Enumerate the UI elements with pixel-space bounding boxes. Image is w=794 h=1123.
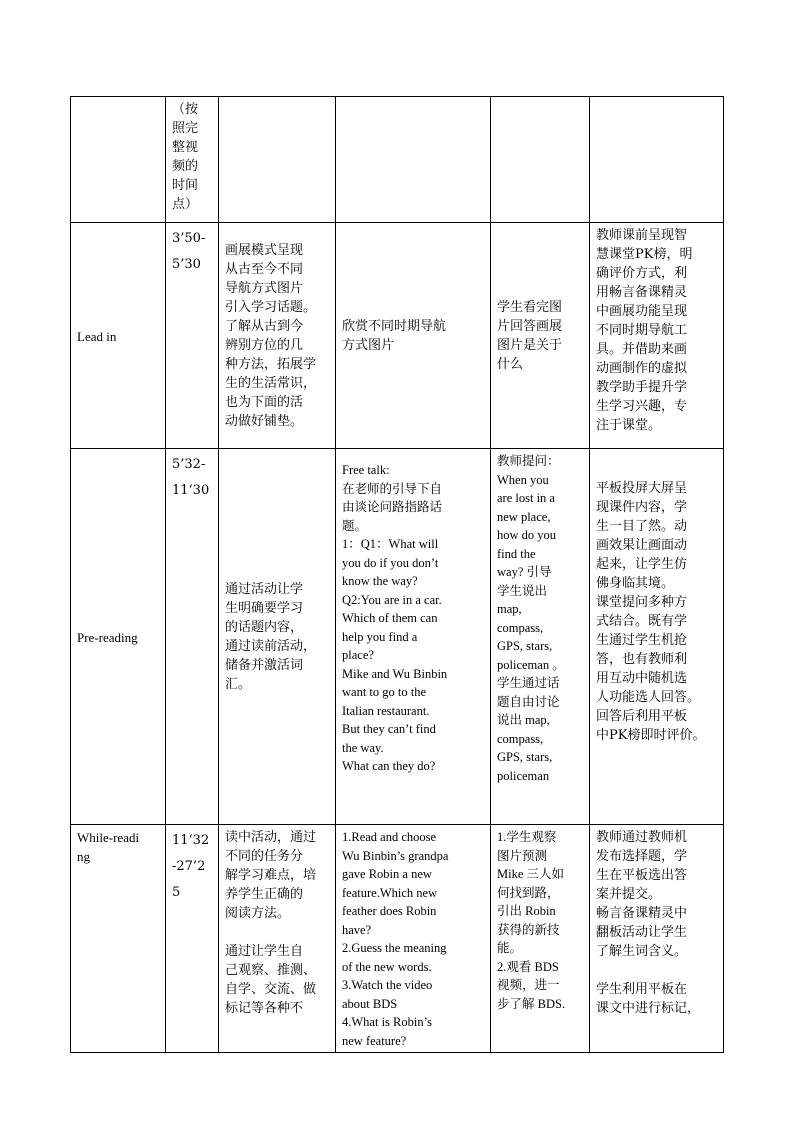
teacher-activity-cell: 教师提问： When you are lost in a new place, how do you find the way? 引导 学生说出 map, compass, GPS, stars, policeman 。 学生通过话 题自由讨论 说出 map, compass, GPS, stars, policeman (491, 449, 590, 825)
stage-cell (71, 97, 166, 223)
table-row (71, 223, 724, 449)
technology-cell (590, 97, 724, 223)
time-cell: （按 照完 整视 频的 时间 点） (166, 97, 219, 223)
time-cell: 5’32- 11‘30 (166, 449, 219, 825)
table-row (71, 97, 724, 223)
design-intent-cell: 读中活动，通过 不同的任务分 解学习难点，培 养学生正确的 阅读方法。 通过让学生自 己观察、推测、 自学、交流、做 标记等各种不 (219, 825, 336, 1053)
teacher-activity-cell: 学生看完图 片回答画展 图片是关于 什么 (491, 223, 590, 449)
table-row (71, 449, 724, 825)
teacher-activity-cell (491, 97, 590, 223)
design-intent-cell: 通过活动让学 生明确要学习 的话题内容， 通过读前活动， 储备并激活词 汇。 (219, 449, 336, 825)
student-activity-cell (336, 97, 491, 223)
technology-cell: 教师课前呈现智 慧课堂PK榜，明 确评价方式，利 用畅言备课精灵 中画展功能呈现 不同时期导航工 具。并借助来画 动画制作的虚拟 教学助手提升学 生学习兴趣，专 注于课堂。 (590, 223, 724, 449)
technology-cell: 教师通过教师机 发布选择题，学 生在平板选出答 案并提交。 畅言备课精灵中 翻板活动让学生 了解生词含义。 学生利用平板在 课文中进行标记， (590, 825, 724, 1053)
table-row (71, 825, 724, 1053)
student-activity-cell: 1.Read and choose Wu Binbin’s grandpa gave Robin a new feature.Which new feather does Robin have? 2.Guess the meaning of the new words. 3.Watch the video about BDS 4.What is Robin’s new feature? (336, 825, 491, 1053)
stage-cell: While-readi ng (71, 825, 166, 1053)
student-activity-cell: Free talk: 在老师的引导下自 由谈论问路指路话 题。 1：Q1：What will you do if you don’t know the way? Q2:You are in a car. Which of them can help you find a place? Mike and Wu Binbin want to go to the Italian restaurant. But they can’t find the way. What can they do? (336, 449, 491, 825)
lesson-plan-table (70, 96, 724, 1053)
teacher-activity-cell: 1.学生观察 图片预测 Mike 三人如 何找到路， 引出 Robin 获得的新技 能。 2.观看 BDS 视频，进一 步了解 BDS. (491, 825, 590, 1053)
time-cell: 11‘32 -27’2 5 (166, 825, 219, 1053)
student-activity-cell: 欣赏不同时期导航 方式图片 (336, 223, 491, 449)
technology-cell: 平板投屏大屏呈 现课件内容，学 生一目了然。动 画效果让画面动 起来，让学生仿 佛身临其境。 课堂提问多种方 式结合。既有学 生通过学生机抢 答，也有教师利 用互动中随机选 人功能选人回答。 回答后利用平板 中PK榜即时评价。 (590, 449, 724, 825)
design-intent-cell: 画展模式呈现 从古至今不同 导航方式图片 引入学习话题。 了解从古到今 辨别方位的几 种方法，拓展学 生的生活常识， 也为下面的活 动做好铺垫。 (219, 223, 336, 449)
stage-cell: Pre-reading (71, 449, 166, 825)
time-cell: 3’50- 5’30 (166, 223, 219, 449)
design-intent-cell (219, 97, 336, 223)
stage-cell: Lead in (71, 223, 166, 449)
